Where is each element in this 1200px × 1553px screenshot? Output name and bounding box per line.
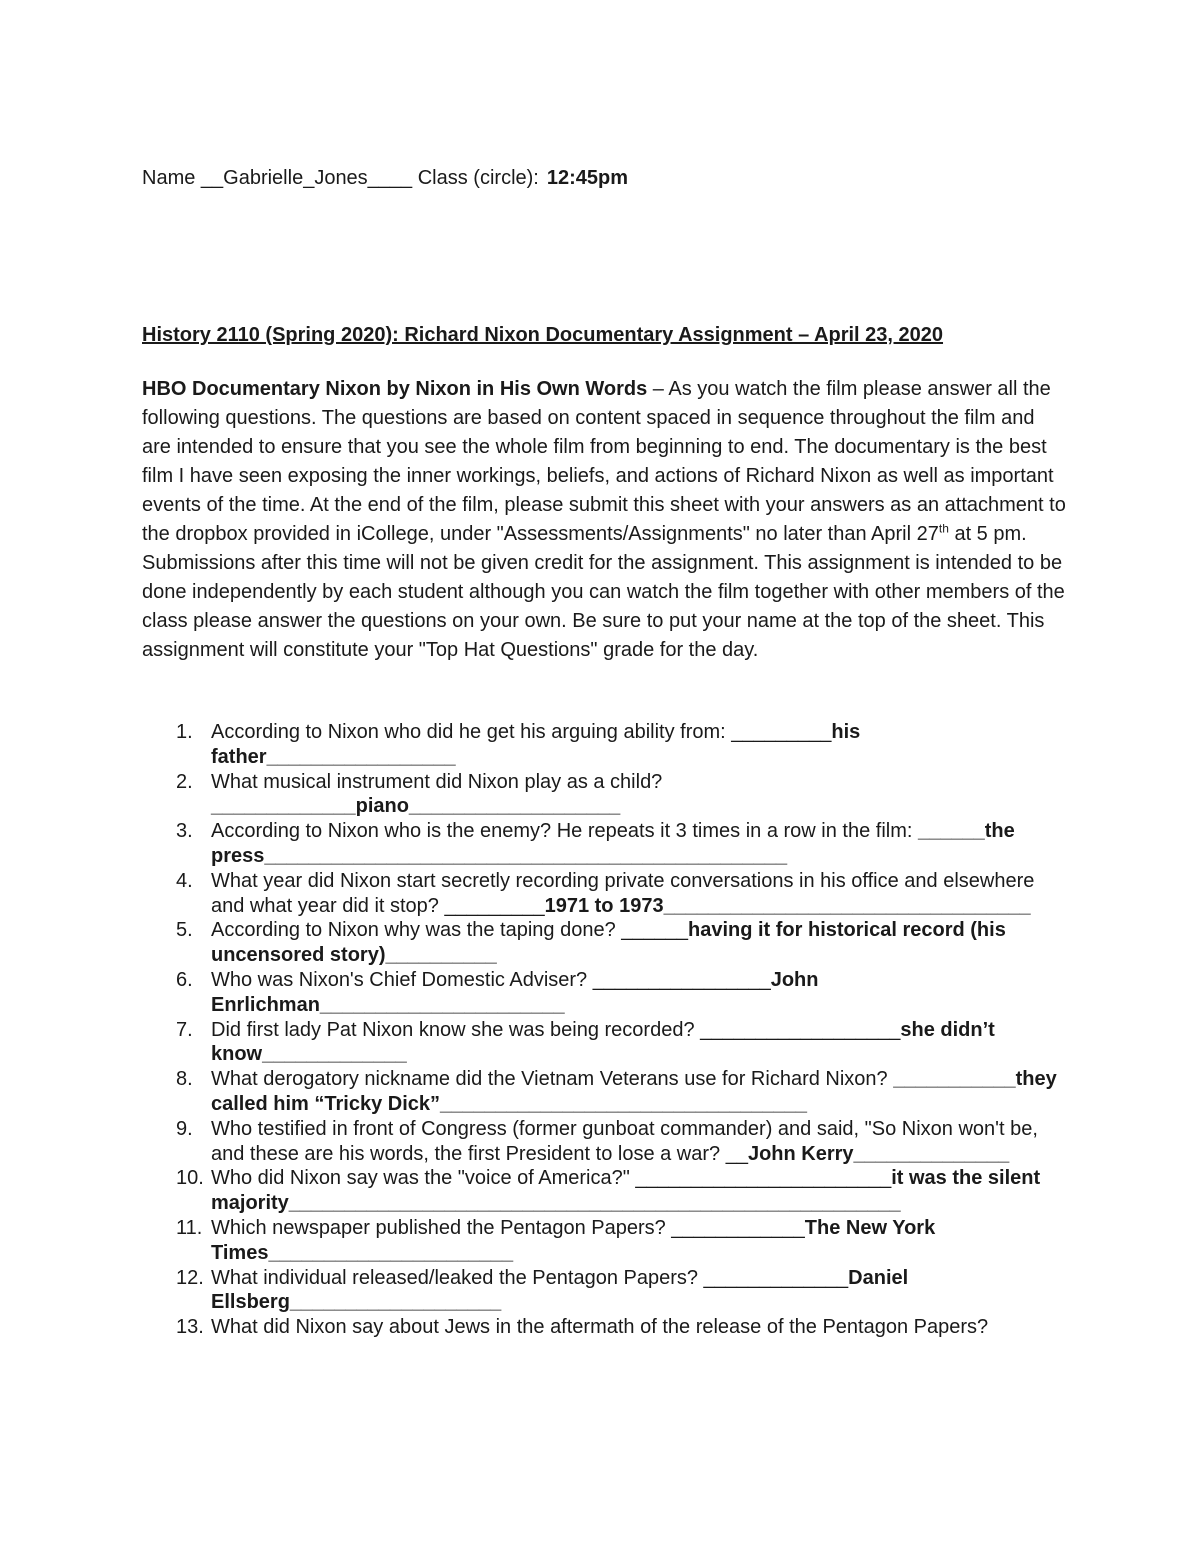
question-number: 7. [176,1018,193,1041]
ordinal-suffix: th [938,521,949,536]
question-text: What year did Nixon start secretly recording private conversations in his office and elsewhere and what year did it stop? _________ [211,869,1035,917]
question-number: 6. [176,968,193,991]
question-text: According to Nixon who is the enemy? He repeats it 3 times in a row in the film: [211,820,918,843]
question-number: 11. [176,1216,203,1239]
question-number: 5. [176,919,193,942]
question-item [176,1117,1066,1167]
question-text: According to Nixon why was the taping done? ______ [211,919,688,942]
answer-text: ___________they called him “Tricky Dick”_________________________________ [211,1068,1057,1115]
answer-text: _____________piano___________________ [211,795,621,818]
question-item [176,1315,1066,1340]
name-class-line [142,166,628,190]
answer-text: The New York Times______________________ [211,1216,936,1264]
answer-text: his father_________________ [211,721,861,768]
question-text: According to Nixon who did he get his arguing ability from: _________ [211,721,832,743]
question-item [176,1067,1066,1117]
answer-text: 1971 to 1973_________________________________ [544,894,1031,917]
question-item [176,819,1066,869]
question-item [176,869,1066,919]
name-label: Name __Gabrielle_Jones____ Class (circle): [142,167,539,189]
question-item [176,1266,1066,1316]
class-time: 12:45pm [546,167,629,189]
question-item [176,1166,1066,1216]
question-item [176,770,1066,820]
question-item [176,1216,1066,1266]
question-text: Who was Nixon's Chief Domestic Adviser? ________________ [211,968,771,991]
answer-text: Daniel Ellsberg___________________ [211,1266,909,1314]
question-text: What did Nixon say about Jews in the aftermath of the release of the Pentagon Papers? [211,1316,989,1339]
answer-text: it was the silent majority_______________________________________________________ [211,1167,1041,1215]
question-text: Who testified in front of Congress (former gunboat commander) and said, "So Nixon won't be, and these are his words, the first President to lose a war? __ [211,1117,1038,1165]
question-list [176,720,1066,1340]
documentary-title: HBO Documentary Nixon by Nixon in His Own Words [142,378,648,400]
answer-text: she didn’t know_____________ [211,1018,995,1066]
answer-text: ______the press_______________________________________________ [211,820,1015,867]
answer-text: John Kerry______________ [747,1142,1010,1165]
instructions-text-2: at 5 pm. Submissions after this time will not be given credit for the assignment. This assignment is intended to be done independently by each student although you can watch the film together with other members of the class please answer the questions on your own. Be sure to put your name at the top of the sheet. This assignment will constitute your "Top Hat Questions" grade for the day. [142,523,1065,661]
question-item [176,720,1066,770]
assignment-title: History 2110 (Spring 2020): Richard Nixon Documentary Assignment – April 23, 2020 [142,324,944,346]
question-text: What musical instrument did Nixon play as a child? [211,770,663,793]
question-number: 2. [176,770,193,793]
question-number: 3. [176,820,193,843]
question-number: 1. [176,721,193,743]
question-number: 13. [176,1316,204,1339]
answer-text: having it for historical record (his uncensored story)__________ [211,919,1006,967]
question-text: What derogatory nickname did the Vietnam Veterans use for Richard Nixon? [211,1068,894,1091]
question-number: 4. [176,869,193,892]
question-item [176,918,1066,968]
answer-text: John Enrlichman______________________ [211,968,819,1016]
question-number: 10. [176,1167,204,1190]
question-text: Did first lady Pat Nixon know she was being recorded? __________________ [211,1018,901,1041]
question-text: What individual released/leaked the Pentagon Papers? _____________ [211,1266,849,1289]
question-number: 8. [176,1068,193,1091]
instructions-paragraph [142,375,1067,665]
instructions-text-1: – As you watch the film please answer all the following questions. The questions are based on content spaced in sequence throughout the film and are intended to ensure that you see the whole film from beginning to end. The documentary is the best film I have seen exposing the inner workings, beliefs, and actions of Richard Nixon as well as important events of the time. At the end of the film, please submit this sheet with your answers as an attachment to the dropbox provided in iCollege, under "Assessments/Assignments" no later than April 27 [142,378,1066,545]
question-item [176,1018,1066,1068]
question-text: Who did Nixon say was the "voice of America?" _______________________ [211,1167,892,1190]
question-text: Which newspaper published the Pentagon Papers? ____________ [211,1216,805,1239]
question-item [176,968,1066,1018]
question-number: 12. [176,1266,204,1289]
question-number: 9. [176,1117,193,1140]
